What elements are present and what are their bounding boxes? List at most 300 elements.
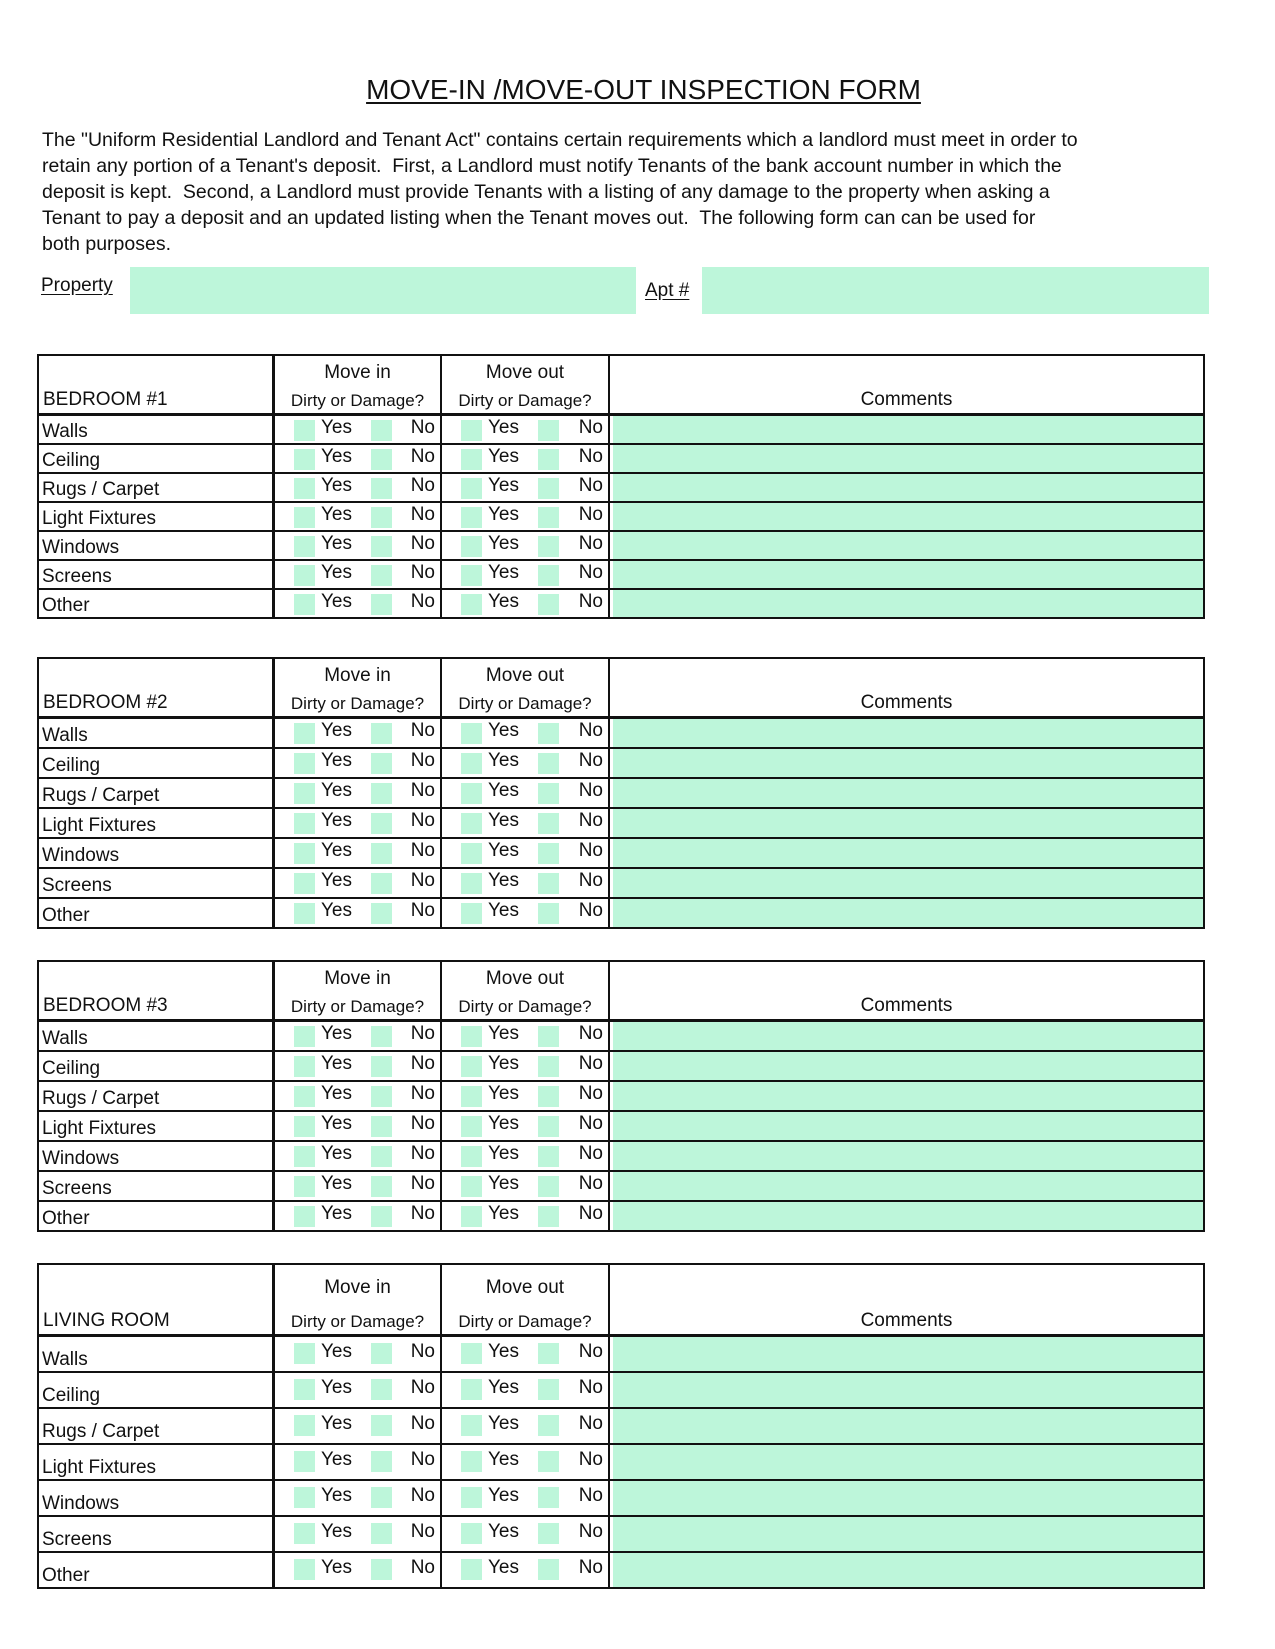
comments-input[interactable] xyxy=(610,719,1203,747)
item-label xyxy=(39,1481,275,1515)
table-row xyxy=(37,1052,1205,1082)
form-title: MOVE-IN /MOVE-OUT INSPECTION FORM xyxy=(366,74,921,105)
move-out-no-checkbox[interactable] xyxy=(538,594,559,615)
table-row xyxy=(37,1517,1205,1553)
move-out-no-checkbox[interactable] xyxy=(538,1487,559,1508)
comments-header xyxy=(610,1265,1203,1337)
move-out-no-checkbox[interactable] xyxy=(538,753,559,774)
move-in-yes-checkbox[interactable] xyxy=(294,1559,315,1580)
intro-line: Tenant to pay a deposit and an updated listing when the Tenant moves out. The following form can can be used for xyxy=(42,207,1036,229)
item-label xyxy=(39,1142,275,1170)
move-out-no-checkbox[interactable] xyxy=(538,1146,559,1167)
item-label xyxy=(39,1172,275,1200)
move-in-yes-checkbox[interactable] xyxy=(294,753,315,774)
no-label: No xyxy=(410,750,435,771)
move-out-no-checkbox[interactable] xyxy=(538,813,559,834)
move-in-no-checkbox[interactable] xyxy=(371,783,392,804)
dirty-damage-label: Dirty or Damage? xyxy=(458,997,592,1016)
yes-label: Yes xyxy=(321,750,352,771)
move-out-yes-checkbox[interactable] xyxy=(461,478,482,499)
no-label: No xyxy=(410,1521,435,1542)
move-out-yes-no xyxy=(442,1082,610,1110)
yes-label: Yes xyxy=(488,591,519,612)
move-in-yes-checkbox[interactable] xyxy=(294,1176,315,1197)
no-label: No xyxy=(410,1413,435,1434)
no-label: No xyxy=(410,870,435,891)
no-label: No xyxy=(578,591,603,612)
comments-input[interactable] xyxy=(610,1172,1203,1200)
move-in-yes-checkbox[interactable] xyxy=(294,1026,315,1047)
move-out-no-checkbox[interactable] xyxy=(538,565,559,586)
item-name: Windows xyxy=(42,845,120,866)
move-out-yes-no xyxy=(442,561,610,588)
move-in-no-checkbox[interactable] xyxy=(371,1523,392,1544)
comments-input[interactable] xyxy=(610,1022,1203,1050)
dirty-damage-label: Dirty or Damage? xyxy=(290,391,425,410)
move-in-header xyxy=(275,962,442,1022)
move-out-yes-no xyxy=(442,779,610,807)
move-out-no-checkbox[interactable] xyxy=(538,1523,559,1544)
item-label xyxy=(39,474,275,501)
move-out-no-checkbox[interactable] xyxy=(538,1116,559,1137)
no-label: No xyxy=(410,1143,435,1164)
comments-input[interactable] xyxy=(610,1409,1203,1443)
yes-label: Yes xyxy=(488,1113,519,1134)
move-out-yes-no xyxy=(442,749,610,777)
move-in-yes-checkbox[interactable] xyxy=(294,478,315,499)
room-header xyxy=(37,1263,1205,1337)
comments-input[interactable] xyxy=(610,416,1203,443)
move-out-yes-checkbox[interactable] xyxy=(461,873,482,894)
item-label xyxy=(39,839,275,867)
move-out-no-checkbox[interactable] xyxy=(538,1176,559,1197)
move-out-yes-checkbox[interactable] xyxy=(461,449,482,470)
table-row xyxy=(37,1202,1205,1232)
move-out-yes-no xyxy=(442,719,610,747)
table-row xyxy=(37,779,1205,809)
item-name: Ceiling xyxy=(42,755,101,776)
move-out-no-checkbox[interactable] xyxy=(538,507,559,528)
yes-label: Yes xyxy=(321,1173,352,1194)
move-in-no-checkbox[interactable] xyxy=(371,565,392,586)
dirty-damage-label: Dirty or Damage? xyxy=(290,694,425,713)
item-name: Other xyxy=(42,905,90,926)
move-out-yes-checkbox[interactable] xyxy=(461,843,482,864)
move-out-yes-checkbox[interactable] xyxy=(461,1146,482,1167)
move-out-yes-checkbox[interactable] xyxy=(461,1343,482,1364)
move-out-yes-checkbox[interactable] xyxy=(461,1116,482,1137)
comments-input[interactable] xyxy=(610,779,1203,807)
yes-label: Yes xyxy=(488,1083,519,1104)
comments-input[interactable] xyxy=(610,1445,1203,1479)
item-label xyxy=(39,719,275,747)
dirty-damage-label: Dirty or Damage? xyxy=(458,694,592,713)
move-in-yes-checkbox[interactable] xyxy=(294,1116,315,1137)
move-in-yes-no xyxy=(275,474,442,501)
move-in-yes-checkbox[interactable] xyxy=(294,536,315,557)
move-out-no-checkbox[interactable] xyxy=(538,873,559,894)
item-label xyxy=(39,1112,275,1140)
yes-label: Yes xyxy=(321,446,352,467)
move-in-header xyxy=(275,356,442,416)
no-label: No xyxy=(578,446,603,467)
yes-label: Yes xyxy=(321,1083,352,1104)
yes-label: Yes xyxy=(321,720,352,741)
move-in-yes-no xyxy=(275,1082,442,1110)
move-in-yes-no xyxy=(275,1517,442,1551)
yes-label: Yes xyxy=(488,475,519,496)
item-label xyxy=(39,445,275,472)
item-name: Other xyxy=(42,1208,90,1229)
move-out-yes-checkbox[interactable] xyxy=(461,1451,482,1472)
no-label: No xyxy=(578,1113,603,1134)
move-in-no-checkbox[interactable] xyxy=(371,1206,392,1227)
comments-input[interactable] xyxy=(610,503,1203,530)
move-out-yes-no xyxy=(442,839,610,867)
table-row xyxy=(37,1112,1205,1142)
yes-label: Yes xyxy=(321,1053,352,1074)
room-table xyxy=(37,1263,1205,1589)
comments-input[interactable] xyxy=(610,1052,1203,1080)
move-out-yes-checkbox[interactable] xyxy=(461,536,482,557)
dirty-damage-label: Dirty or Damage? xyxy=(290,997,425,1016)
yes-label: Yes xyxy=(488,533,519,554)
move-in-yes-checkbox[interactable] xyxy=(294,594,315,615)
comments-input[interactable] xyxy=(610,1112,1203,1140)
item-name: Ceiling xyxy=(42,1058,101,1079)
room-table xyxy=(37,354,1205,619)
comments-input[interactable] xyxy=(610,1337,1203,1371)
move-in-no-checkbox[interactable] xyxy=(371,1559,392,1580)
apt-label: Apt # xyxy=(645,280,690,301)
move-out-yes-checkbox[interactable] xyxy=(461,1026,482,1047)
comments-label: Comments xyxy=(860,1310,953,1331)
move-out-no-checkbox[interactable] xyxy=(538,1379,559,1400)
yes-label: Yes xyxy=(488,720,519,741)
move-in-yes-no xyxy=(275,1481,442,1515)
yes-label: Yes xyxy=(321,417,352,438)
comments-input[interactable] xyxy=(610,1082,1203,1110)
move-out-no-checkbox[interactable] xyxy=(538,903,559,924)
comments-input[interactable] xyxy=(610,532,1203,559)
move-in-yes-checkbox[interactable] xyxy=(294,565,315,586)
move-out-no-checkbox[interactable] xyxy=(538,1451,559,1472)
move-in-yes-no xyxy=(275,1142,442,1170)
move-out-no-checkbox[interactable] xyxy=(538,1086,559,1107)
comments-input[interactable] xyxy=(610,1517,1203,1551)
move-out-no-checkbox[interactable] xyxy=(538,1343,559,1364)
yes-label: Yes xyxy=(321,562,352,583)
comments-input[interactable] xyxy=(610,869,1203,897)
move-out-no-checkbox[interactable] xyxy=(538,420,559,441)
move-in-no-checkbox[interactable] xyxy=(371,1176,392,1197)
comments-header xyxy=(610,659,1203,719)
move-out-label: Move out xyxy=(485,665,565,686)
move-in-no-checkbox[interactable] xyxy=(371,873,392,894)
item-label xyxy=(39,503,275,530)
move-out-yes-no xyxy=(442,590,610,617)
move-out-no-checkbox[interactable] xyxy=(538,1056,559,1077)
move-out-no-checkbox[interactable] xyxy=(538,1415,559,1436)
item-label xyxy=(39,1082,275,1110)
move-out-yes-no xyxy=(442,1445,610,1479)
no-label: No xyxy=(578,504,603,525)
no-label: No xyxy=(410,1113,435,1134)
move-out-yes-checkbox[interactable] xyxy=(461,1176,482,1197)
intro-line: retain any portion of a Tenant's deposit. First, a Landlord must notify Tenants of the bank account number in which the xyxy=(42,155,1062,177)
move-in-yes-no xyxy=(275,445,442,472)
comments-input[interactable] xyxy=(610,809,1203,837)
move-in-yes-no xyxy=(275,1445,442,1479)
move-in-no-checkbox[interactable] xyxy=(371,449,392,470)
comments-input[interactable] xyxy=(610,1142,1203,1170)
move-in-no-checkbox[interactable] xyxy=(371,1487,392,1508)
item-name: Rugs / Carpet xyxy=(42,479,160,500)
move-out-yes-checkbox[interactable] xyxy=(461,723,482,744)
move-out-yes-no xyxy=(442,1112,610,1140)
move-in-yes-checkbox[interactable] xyxy=(294,843,315,864)
move-in-no-checkbox[interactable] xyxy=(371,1415,392,1436)
no-label: No xyxy=(410,1449,435,1470)
move-in-no-checkbox[interactable] xyxy=(371,1146,392,1167)
move-in-yes-no xyxy=(275,1202,442,1230)
comments-input[interactable] xyxy=(610,749,1203,777)
yes-label: Yes xyxy=(488,1449,519,1470)
item-name: Light Fixtures xyxy=(42,1457,157,1478)
dirty-damage-label: Dirty or Damage? xyxy=(290,1312,425,1331)
move-out-no-checkbox[interactable] xyxy=(538,1026,559,1047)
comments-input[interactable] xyxy=(610,445,1203,472)
move-in-yes-checkbox[interactable] xyxy=(294,723,315,744)
yes-label: Yes xyxy=(488,1413,519,1434)
move-in-yes-no xyxy=(275,899,442,927)
move-in-yes-checkbox[interactable] xyxy=(294,873,315,894)
item-label xyxy=(39,809,275,837)
yes-label: Yes xyxy=(488,840,519,861)
no-label: No xyxy=(578,562,603,583)
move-out-yes-no xyxy=(442,1022,610,1050)
no-label: No xyxy=(578,1521,603,1542)
move-in-no-checkbox[interactable] xyxy=(371,843,392,864)
move-out-header xyxy=(442,962,610,1022)
intro-line: both purposes. xyxy=(42,233,172,255)
move-in-yes-checkbox[interactable] xyxy=(294,1056,315,1077)
move-out-no-checkbox[interactable] xyxy=(538,783,559,804)
item-name: Screens xyxy=(42,1529,112,1550)
move-in-no-checkbox[interactable] xyxy=(371,536,392,557)
no-label: No xyxy=(578,1203,603,1224)
item-name: Walls xyxy=(42,1028,88,1049)
no-label: No xyxy=(578,1023,603,1044)
no-label: No xyxy=(410,720,435,741)
move-in-no-checkbox[interactable] xyxy=(371,1116,392,1137)
property-input[interactable] xyxy=(130,267,636,314)
move-in-yes-checkbox[interactable] xyxy=(294,507,315,528)
move-out-yes-no xyxy=(442,809,610,837)
move-out-yes-checkbox[interactable] xyxy=(461,1056,482,1077)
yes-label: Yes xyxy=(488,1377,519,1398)
move-in-no-checkbox[interactable] xyxy=(371,753,392,774)
comments-header xyxy=(610,962,1203,1022)
move-in-no-checkbox[interactable] xyxy=(371,1343,392,1364)
table-row xyxy=(37,1337,1205,1373)
move-out-yes-checkbox[interactable] xyxy=(461,565,482,586)
move-in-yes-no xyxy=(275,503,442,530)
move-out-yes-checkbox[interactable] xyxy=(461,1487,482,1508)
comments-input[interactable] xyxy=(610,1373,1203,1407)
move-in-yes-checkbox[interactable] xyxy=(294,813,315,834)
move-in-yes-checkbox[interactable] xyxy=(294,1379,315,1400)
comments-input[interactable] xyxy=(610,561,1203,588)
item-name: Ceiling xyxy=(42,1385,101,1406)
item-label xyxy=(39,1022,275,1050)
no-label: No xyxy=(578,1377,603,1398)
move-out-yes-checkbox[interactable] xyxy=(461,1559,482,1580)
item-name: Walls xyxy=(42,1349,88,1370)
comments-input[interactable] xyxy=(610,590,1203,617)
comments-label: Comments xyxy=(860,995,953,1016)
move-in-no-checkbox[interactable] xyxy=(371,1026,392,1047)
move-in-yes-checkbox[interactable] xyxy=(294,1343,315,1364)
move-in-yes-checkbox[interactable] xyxy=(294,783,315,804)
move-out-yes-checkbox[interactable] xyxy=(461,1523,482,1544)
item-name: Light Fixtures xyxy=(42,1118,157,1139)
move-in-yes-checkbox[interactable] xyxy=(294,1206,315,1227)
move-out-yes-checkbox[interactable] xyxy=(461,783,482,804)
move-in-no-checkbox[interactable] xyxy=(371,594,392,615)
no-label: No xyxy=(410,1203,435,1224)
item-label xyxy=(39,1337,275,1371)
move-out-no-checkbox[interactable] xyxy=(538,1559,559,1580)
move-out-yes-checkbox[interactable] xyxy=(461,813,482,834)
move-out-yes-checkbox[interactable] xyxy=(461,753,482,774)
move-out-yes-checkbox[interactable] xyxy=(461,507,482,528)
move-in-yes-checkbox[interactable] xyxy=(294,1487,315,1508)
move-in-yes-no xyxy=(275,1409,442,1443)
apt-input[interactable] xyxy=(702,267,1209,314)
move-out-yes-no xyxy=(442,1553,610,1587)
move-in-no-checkbox[interactable] xyxy=(371,507,392,528)
move-out-yes-checkbox[interactable] xyxy=(461,1086,482,1107)
move-out-yes-checkbox[interactable] xyxy=(461,420,482,441)
room-name-text: LIVING ROOM xyxy=(43,1310,170,1331)
move-in-no-checkbox[interactable] xyxy=(371,813,392,834)
comments-input[interactable] xyxy=(610,1481,1203,1515)
move-in-no-checkbox[interactable] xyxy=(371,478,392,499)
move-out-no-checkbox[interactable] xyxy=(538,1206,559,1227)
yes-label: Yes xyxy=(488,1053,519,1074)
move-out-yes-checkbox[interactable] xyxy=(461,1206,482,1227)
yes-label: Yes xyxy=(488,780,519,801)
move-out-yes-no xyxy=(442,1373,610,1407)
item-name: Walls xyxy=(42,421,88,442)
item-label xyxy=(39,1517,275,1551)
move-in-no-checkbox[interactable] xyxy=(371,723,392,744)
table-row xyxy=(37,532,1205,561)
yes-label: Yes xyxy=(321,1557,352,1578)
move-in-yes-no xyxy=(275,1022,442,1050)
move-out-yes-no xyxy=(442,445,610,472)
yes-label: Yes xyxy=(488,504,519,525)
table-row xyxy=(37,445,1205,474)
move-in-no-checkbox[interactable] xyxy=(371,903,392,924)
move-out-no-checkbox[interactable] xyxy=(538,449,559,470)
move-in-yes-checkbox[interactable] xyxy=(294,1523,315,1544)
item-label xyxy=(39,561,275,588)
move-in-yes-no xyxy=(275,809,442,837)
move-out-header xyxy=(442,356,610,416)
yes-label: Yes xyxy=(488,870,519,891)
move-in-no-checkbox[interactable] xyxy=(371,420,392,441)
table-row xyxy=(37,503,1205,532)
move-out-yes-no xyxy=(442,532,610,559)
move-out-no-checkbox[interactable] xyxy=(538,723,559,744)
move-in-no-checkbox[interactable] xyxy=(371,1086,392,1107)
move-in-yes-no xyxy=(275,719,442,747)
move-in-yes-checkbox[interactable] xyxy=(294,903,315,924)
item-name: Other xyxy=(42,1565,90,1586)
move-in-no-checkbox[interactable] xyxy=(371,1451,392,1472)
move-out-no-checkbox[interactable] xyxy=(538,536,559,557)
move-in-yes-checkbox[interactable] xyxy=(294,449,315,470)
yes-label: Yes xyxy=(321,870,352,891)
move-out-no-checkbox[interactable] xyxy=(538,843,559,864)
move-out-yes-checkbox[interactable] xyxy=(461,903,482,924)
no-label: No xyxy=(410,1557,435,1578)
move-in-yes-checkbox[interactable] xyxy=(294,1146,315,1167)
move-out-yes-checkbox[interactable] xyxy=(461,1379,482,1400)
move-in-yes-checkbox[interactable] xyxy=(294,1086,315,1107)
no-label: No xyxy=(410,1341,435,1362)
move-out-yes-checkbox[interactable] xyxy=(461,1415,482,1436)
item-label xyxy=(39,532,275,559)
table-row xyxy=(37,1409,1205,1445)
move-in-header xyxy=(275,659,442,719)
move-in-no-checkbox[interactable] xyxy=(371,1379,392,1400)
comments-input[interactable] xyxy=(610,1202,1203,1230)
item-name: Walls xyxy=(42,725,88,746)
no-label: No xyxy=(410,417,435,438)
move-out-no-checkbox[interactable] xyxy=(538,478,559,499)
no-label: No xyxy=(578,1557,603,1578)
table-row xyxy=(37,1082,1205,1112)
comments-input[interactable] xyxy=(610,1553,1203,1587)
yes-label: Yes xyxy=(321,810,352,831)
yes-label: Yes xyxy=(321,1203,352,1224)
move-in-yes-checkbox[interactable] xyxy=(294,1451,315,1472)
move-out-yes-no xyxy=(442,1052,610,1080)
table-row xyxy=(37,1481,1205,1517)
item-label xyxy=(39,779,275,807)
room-name-text: BEDROOM #2 xyxy=(43,692,168,713)
yes-label: Yes xyxy=(321,1413,352,1434)
move-in-no-checkbox[interactable] xyxy=(371,1056,392,1077)
no-label: No xyxy=(578,1143,603,1164)
table-row xyxy=(37,590,1205,619)
item-label xyxy=(39,416,275,443)
comments-input[interactable] xyxy=(610,839,1203,867)
move-in-yes-no xyxy=(275,1172,442,1200)
comments-input[interactable] xyxy=(610,474,1203,501)
comments-input[interactable] xyxy=(610,899,1203,927)
move-in-yes-checkbox[interactable] xyxy=(294,420,315,441)
yes-label: Yes xyxy=(321,1521,352,1542)
item-label xyxy=(39,869,275,897)
move-in-yes-no xyxy=(275,1553,442,1587)
move-out-yes-checkbox[interactable] xyxy=(461,594,482,615)
move-out-yes-no xyxy=(442,1481,610,1515)
move-in-yes-checkbox[interactable] xyxy=(294,1415,315,1436)
